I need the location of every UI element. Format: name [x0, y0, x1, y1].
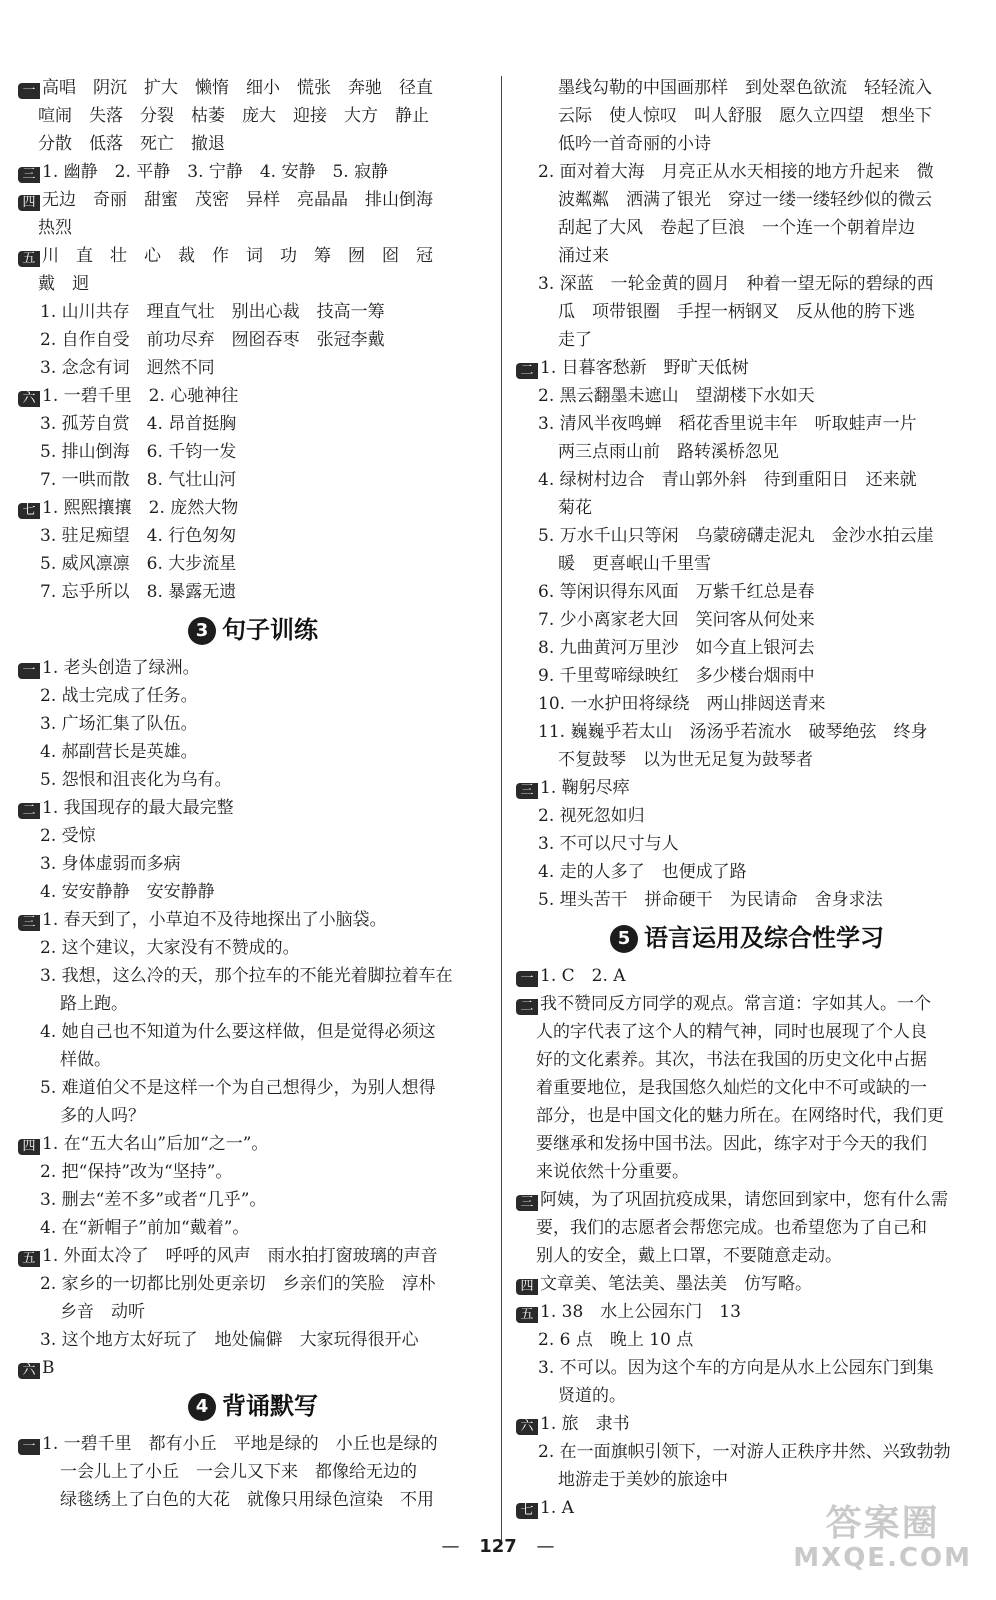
answer-line	[516, 1382, 978, 1410]
answer-line	[516, 494, 978, 522]
answer-line	[18, 738, 488, 766]
question-line	[18, 494, 488, 522]
answer-text: 3. 不可以尺寸与人	[538, 834, 679, 854]
section-heading	[18, 1382, 488, 1430]
answer-line	[18, 578, 488, 606]
watermark-top: 答案圈	[825, 1503, 940, 1544]
question-number-marker: 三	[18, 167, 40, 183]
question-number-marker: 四	[18, 195, 40, 211]
answer-line	[18, 1158, 488, 1186]
answer-line	[18, 1046, 488, 1074]
answer-text: 11. 巍巍乎若太山 汤汤乎若流水 破琴绝弦 终身	[538, 722, 928, 742]
answer-text: 地游走于美妙的旅途中	[558, 1470, 728, 1490]
answer-line	[516, 1326, 978, 1354]
answer-line	[18, 1486, 488, 1514]
answer-line	[18, 710, 488, 738]
answer-line	[18, 822, 488, 850]
answer-text: 4. 安安静静 安安静静	[40, 882, 215, 902]
answer-line	[18, 438, 488, 466]
answer-text: 4. 在“新帽子”前加“戴着”。	[40, 1218, 250, 1238]
answer-line	[18, 1326, 488, 1354]
answer-text: 1. 外面太冷了 呼呼的风声 雨水拍打窗玻璃的声音	[42, 1246, 438, 1266]
answer-text: 1. 一碧千里 都有小丘 平地是绿的 小丘也是绿的	[42, 1434, 438, 1454]
answer-line	[18, 326, 488, 354]
answer-text: 热烈	[38, 218, 72, 238]
answer-line	[516, 242, 978, 270]
answer-text: 2. 在一面旗帜引领下，一对游人正秩序井然、兴致勃勃	[538, 1442, 951, 1462]
answer-line	[18, 130, 488, 158]
answer-text: 刮起了大风 卷起了巨浪 一个连一个朝着岸边	[558, 218, 915, 238]
answer-line	[516, 718, 978, 746]
answer-text: 1. 山川共存 理直气壮 别出心裁 技高一筹	[40, 302, 385, 322]
answer-line	[18, 1102, 488, 1130]
question-number-marker: 六	[18, 1363, 40, 1379]
answer-line	[516, 522, 978, 550]
answer-line	[18, 1298, 488, 1326]
answer-line	[18, 1186, 488, 1214]
answer-text: 8. 九曲黄河万里沙 如今直上银河去	[538, 638, 815, 658]
question-number-marker: 三	[516, 783, 538, 799]
answer-line	[516, 1466, 978, 1494]
question-number-marker: 三	[18, 915, 40, 931]
answer-line	[516, 746, 978, 774]
answer-text: 1. 38 水上公园东门 13	[540, 1302, 741, 1322]
question-number-marker: 六	[18, 391, 40, 407]
answer-text: 3. 不可以。因为这个车的方向是从水上公园东门到集	[538, 1358, 934, 1378]
answer-line	[516, 298, 978, 326]
section-heading	[516, 914, 978, 962]
answer-line	[516, 186, 978, 214]
question-number-marker: 六	[516, 1419, 538, 1435]
answer-text: 样做。	[60, 1050, 111, 1070]
question-line	[516, 354, 978, 382]
answer-line	[516, 1242, 978, 1270]
answer-text: 走了	[558, 330, 592, 350]
question-number-marker: 七	[516, 1503, 538, 1519]
answer-line	[18, 934, 488, 962]
column-divider	[501, 76, 502, 1542]
question-line	[516, 1270, 978, 1298]
answer-text: 4. 她自己也不知道为什么要这样做，但是觉得必须这	[40, 1022, 436, 1042]
answer-text: 3. 身体虚弱而多病	[40, 854, 181, 874]
answer-text: 来说依然十分重要。	[536, 1162, 689, 1182]
answer-text: 波粼粼 洒满了银光 穿过一缕一缕轻纱似的微云	[558, 190, 932, 210]
page-number-value: 127	[479, 1536, 517, 1557]
answer-text: 2. 面对着大海 月亮正从水天相接的地方升起来 微	[538, 162, 934, 182]
question-number-marker: 四	[18, 1139, 40, 1155]
answer-text: 1. 日暮客愁新 野旷天低树	[540, 358, 749, 378]
answer-text: 5. 万水千山只等闲 乌蒙磅礴走泥丸 金沙水拍云崖	[538, 526, 934, 546]
answer-line	[516, 438, 978, 466]
answer-text: 1. 老头创造了绿洲。	[42, 658, 200, 678]
answer-text: 6. 等闲识得东风面 万紫千红总是春	[538, 582, 815, 602]
answer-line	[18, 850, 488, 878]
section-title: 背诵默写	[222, 1392, 318, 1420]
answer-text: 5. 排山倒海 6. 千钧一发	[40, 442, 237, 462]
answer-line	[516, 130, 978, 158]
answer-text: 1. 幽静 2. 平静 3. 宁静 4. 安静 5. 寂静	[42, 162, 389, 182]
answer-text: 2. 6 点 晚上 10 点	[538, 1330, 694, 1350]
page-number-dash-right: —	[536, 1536, 555, 1557]
answer-text: 别人的安全，戴上口罩，不要随意走动。	[536, 1246, 842, 1266]
answer-text: 涌过来	[558, 246, 609, 266]
answer-text: 1. 熙熙攘攘 2. 庞然大物	[42, 498, 239, 518]
answer-text: 5. 威风凛凛 6. 大步流星	[40, 554, 237, 574]
answer-text: 着重要地位，是我国悠久灿烂的文化中不可或缺的一	[536, 1078, 927, 1098]
answer-line	[516, 158, 978, 186]
answer-line	[516, 886, 978, 914]
answer-text: 2. 受惊	[40, 826, 96, 846]
answer-line	[18, 878, 488, 906]
answer-line	[516, 634, 978, 662]
answer-line	[516, 1438, 978, 1466]
watermark-bottom: MXQE.COM	[793, 1543, 972, 1573]
answer-text: 路上跑。	[60, 994, 128, 1014]
question-number-marker: 一	[18, 83, 40, 99]
answer-text: 川 直 壮 心 裁 作 词 功 筹 囫 囵 冠	[42, 246, 433, 266]
answer-line	[516, 1046, 978, 1074]
answer-line	[18, 102, 488, 130]
answer-text: 1. 我国现存的最大最完整	[42, 798, 234, 818]
answer-text: 低吟一首奇丽的小诗	[558, 134, 711, 154]
answer-text: 3. 广场汇集了队伍。	[40, 714, 198, 734]
answer-text: 3. 清风半夜鸣蝉 稻花香里说丰年 听取蛙声一片	[538, 414, 917, 434]
answer-text: 要继承和发扬中国书法。因此，练字对于今天的我们	[536, 1134, 927, 1154]
answer-line	[516, 550, 978, 578]
answer-text: 无边 奇丽 甜蜜 茂密 异样 亮晶晶 排山倒海	[42, 190, 433, 210]
answer-text: 2. 把“保持”改为“坚持”。	[40, 1162, 233, 1182]
answer-line	[18, 270, 488, 298]
answer-text: 暖 更喜岷山千里雪	[558, 554, 711, 574]
watermark-logo	[793, 1504, 972, 1572]
answer-line	[516, 270, 978, 298]
answer-line	[516, 802, 978, 830]
answer-text: 高唱 阴沉 扩大 懒惰 细小 慌张 奔驰 径直	[42, 78, 433, 98]
question-number-marker: 五	[18, 1251, 40, 1267]
answer-text: 4. 绿树村边合 青山郭外斜 待到重阳日 还来就	[538, 470, 917, 490]
answer-text: 人的字代表了这个人的精气神，同时也展现了个人良	[536, 1022, 927, 1042]
answer-text: 10. 一水护田将绿绕 两山排闼送青来	[538, 694, 826, 714]
question-number-marker: 一	[516, 971, 538, 987]
page-number-dash-left: —	[441, 1536, 460, 1557]
answer-line	[516, 74, 978, 102]
answer-text: 墨线勾勒的中国画那样 到处翠色欲流 轻轻流入	[558, 78, 932, 98]
answer-line	[18, 1214, 488, 1242]
answer-text: 3. 我想，这么冷的天，那个拉车的不能光着脚拉着车在	[40, 966, 453, 986]
left-column	[18, 74, 488, 1514]
answer-text: 戴 迥	[38, 274, 89, 294]
answer-text: 3. 删去“差不多”或者“几乎”。	[40, 1190, 267, 1210]
answer-line	[516, 1158, 978, 1186]
section-number-badge: 5	[610, 925, 638, 953]
answer-line	[18, 1074, 488, 1102]
section-title: 句子训练	[222, 616, 318, 644]
question-line	[18, 1130, 488, 1158]
answer-line	[18, 990, 488, 1018]
question-line	[516, 1298, 978, 1326]
question-number-marker: 二	[516, 999, 538, 1015]
question-number-marker: 五	[18, 251, 40, 267]
question-line	[18, 382, 488, 410]
answer-text: 7. 一哄而散 8. 气壮山河	[40, 470, 237, 490]
answer-text: 3. 念念有词 迥然不同	[40, 358, 215, 378]
question-line	[18, 158, 488, 186]
question-line	[516, 1410, 978, 1438]
answer-line	[18, 766, 488, 794]
answer-text: 3. 驻足痴望 4. 行色匆匆	[40, 526, 237, 546]
answer-text: 5. 怨恨和沮丧化为乌有。	[40, 770, 232, 790]
answer-text: 2. 视死忽如归	[538, 806, 645, 826]
answer-text: 1. 鞠躬尽瘁	[540, 778, 630, 798]
answer-line	[18, 298, 488, 326]
answer-text: 绿毯绣上了白色的大花 就像只用绿色渲染 不用	[60, 1490, 434, 1510]
answer-line	[516, 830, 978, 858]
answer-text: 1. 春天到了，小草迫不及待地探出了小脑袋。	[42, 910, 387, 930]
question-line	[18, 242, 488, 270]
right-column	[516, 74, 978, 1522]
answer-line	[516, 214, 978, 242]
question-line	[516, 774, 978, 802]
answer-line	[18, 1458, 488, 1486]
answer-text: 5. 埋头苦干 拼命硬干 为民请命 舍身求法	[538, 890, 883, 910]
answer-line	[516, 102, 978, 130]
answer-text: 阿姨，为了巩固抗疫成果，请您回到家中，您有什么需	[540, 1190, 948, 1210]
answer-text: 1. 在“五大名山”后加“之一”。	[42, 1134, 269, 1154]
question-line	[18, 1354, 488, 1382]
question-line	[18, 794, 488, 822]
question-line	[18, 906, 488, 934]
question-number-marker: 三	[516, 1195, 538, 1211]
answer-line	[516, 1018, 978, 1046]
answer-line	[18, 410, 488, 438]
answer-text: 2. 黑云翻墨未遮山 望湖楼下水如天	[538, 386, 815, 406]
answer-line	[18, 550, 488, 578]
question-line	[18, 654, 488, 682]
answer-text: 3. 孤芳自赏 4. 昂首挺胸	[40, 414, 237, 434]
answer-text: 9. 千里莺啼绿映红 多少楼台烟雨中	[538, 666, 815, 686]
section-number-badge: 4	[188, 1393, 216, 1421]
answer-line	[18, 466, 488, 494]
answer-text: 两三点雨山前 路转溪桥忽见	[558, 442, 779, 462]
answer-text: 瓜 项带银圈 手捏一柄钢叉 反从他的胯下逃	[558, 302, 915, 322]
question-line	[18, 1242, 488, 1270]
answer-line	[516, 1354, 978, 1382]
answer-text: B	[42, 1358, 55, 1378]
answer-text: 多的人吗？	[60, 1106, 145, 1126]
question-number-marker: 四	[516, 1279, 538, 1295]
answer-text: 好的文化素养。其次，书法在我国的历史文化中占据	[536, 1050, 927, 1070]
section-number-badge: 3	[188, 617, 216, 645]
answer-text: 4. 走的人多了 也便成了路	[538, 862, 747, 882]
question-line	[516, 962, 978, 990]
answer-text: 乡音 动听	[60, 1302, 145, 1322]
answer-text: 要，我们的志愿者会帮您完成。也希望您为了自己和	[536, 1218, 927, 1238]
answer-line	[516, 606, 978, 634]
answer-line	[18, 354, 488, 382]
question-line	[18, 186, 488, 214]
answer-line	[18, 214, 488, 242]
answer-text: 我不赞同反方同学的观点。常言道：字如其人。一个	[540, 994, 931, 1014]
answer-line	[18, 682, 488, 710]
answer-line	[516, 578, 978, 606]
answer-text: 贤道的。	[558, 1386, 626, 1406]
answer-line	[516, 858, 978, 886]
answer-text: 1. C 2. A	[540, 966, 626, 986]
answer-text: 7. 少小离家老大回 笑问客从何处来	[538, 610, 815, 630]
question-number-marker: 二	[516, 363, 538, 379]
answer-line	[516, 1214, 978, 1242]
answer-text: 2. 战士完成了任务。	[40, 686, 198, 706]
answer-text: 一会儿上了小丘 一会儿又下来 都像给无边的	[60, 1462, 417, 1482]
section-title: 语言运用及综合性学习	[644, 924, 884, 952]
answer-text: 菊花	[558, 498, 592, 518]
question-line	[18, 1430, 488, 1458]
answer-line	[516, 1102, 978, 1130]
answer-line	[18, 1270, 488, 1298]
answer-text: 云际 使人惊叹 叫人舒服 愿久立四望 想坐下	[558, 106, 932, 126]
answer-text: 1. 旅 隶书	[540, 1414, 630, 1434]
answer-text: 2. 这个建议，大家没有不赞成的。	[40, 938, 300, 958]
answer-line	[516, 326, 978, 354]
answer-text: 7. 忘乎所以 8. 暴露无遗	[40, 582, 237, 602]
answer-text: 1. 一碧千里 2. 心驰神往	[42, 386, 239, 406]
answer-line	[516, 410, 978, 438]
answer-text: 文章美、笔法美、墨法美 仿写略。	[540, 1274, 812, 1294]
answer-line	[516, 1130, 978, 1158]
answer-text: 不复鼓琴 以为世无足复为鼓琴者	[558, 750, 813, 770]
question-number-marker: 七	[18, 503, 40, 519]
answer-line	[516, 690, 978, 718]
answer-text: 1. A	[540, 1498, 574, 1518]
answer-line	[516, 466, 978, 494]
answer-text: 分散 低落 死亡 撤退	[38, 134, 225, 154]
answer-text: 4. 郝副营长是英雄。	[40, 742, 198, 762]
answer-line	[18, 522, 488, 550]
answer-line	[516, 1074, 978, 1102]
answer-text: 2. 自作自受 前功尽弃 囫囵吞枣 张冠李戴	[40, 330, 385, 350]
question-number-marker: 一	[18, 1439, 40, 1455]
question-number-marker: 二	[18, 803, 40, 819]
question-number-marker: 一	[18, 663, 40, 679]
question-line	[516, 1186, 978, 1214]
answer-line	[18, 1018, 488, 1046]
answer-line	[18, 962, 488, 990]
section-heading	[18, 606, 488, 654]
answer-text: 部分，也是中国文化的魅力所在。在网络时代，我们更	[536, 1106, 944, 1126]
question-line	[516, 990, 978, 1018]
question-line	[18, 74, 488, 102]
answer-text: 5. 难道伯父不是这样一个为自己想得少，为别人想得	[40, 1078, 436, 1098]
question-number-marker: 五	[516, 1307, 538, 1323]
answer-line	[516, 382, 978, 410]
answer-text: 2. 家乡的一切都比别处更亲切 乡亲们的笑脸 淳朴	[40, 1274, 436, 1294]
answer-text: 3. 这个地方太好玩了 地处偏僻 大家玩得很开心	[40, 1330, 419, 1350]
answer-text: 喧闹 失落 分裂 枯萎 庞大 迎接 大方 静止	[38, 106, 429, 126]
answer-text: 3. 深蓝 一轮金黄的圆月 种着一望无际的碧绿的西	[538, 274, 934, 294]
answer-line	[516, 662, 978, 690]
